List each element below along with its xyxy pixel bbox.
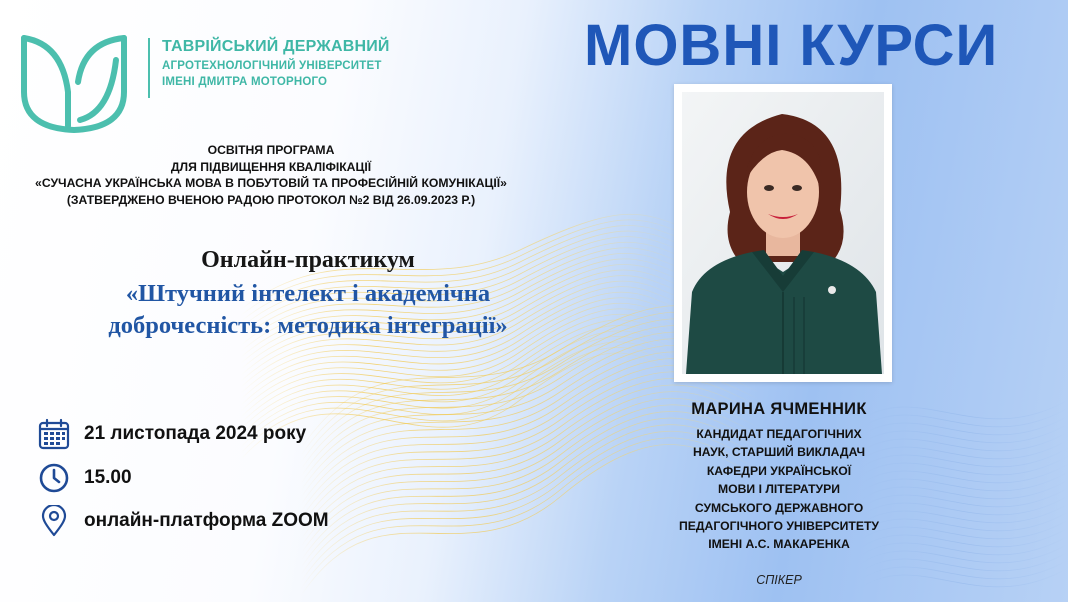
decorative-wave	[860, 552, 1068, 572]
speaker-photo-frame	[674, 84, 892, 382]
university-logo-icon	[18, 30, 130, 134]
program-line4: (ЗАТВЕРДЖЕНО ВЧЕНОЮ РАДОЮ ПРОТОКОЛ №2 ВІД 26.09.2023 Р.)	[66, 192, 476, 207]
speaker-desc-line: НАУК, СТАРШИЙ ВИКЛАДАЧ	[692, 445, 866, 460]
logo-divider	[148, 38, 150, 98]
event-place-row	[38, 505, 329, 537]
practicum-title-line2: доброчесність: методика інтеграції»	[108, 312, 508, 339]
speaker-name: МАРИНА ЯЧМЕННИК	[691, 400, 867, 418]
speaker-desc-line: КАФЕДРИ УКРАЇНСЬКОЇ	[706, 463, 852, 478]
practicum-title	[0, 278, 616, 342]
practicum-type: Онлайн-практикум	[201, 247, 415, 273]
program-description	[0, 142, 542, 208]
speaker-desc-line: КАНДИДАТ ПЕДАГОГІЧНИХ	[696, 427, 862, 441]
speaker-portrait-illustration	[682, 92, 884, 374]
speaker-role: СПІКЕР	[756, 573, 802, 587]
event-time-row	[38, 462, 132, 494]
university-name	[162, 38, 390, 88]
speaker-description	[636, 425, 922, 554]
university-name-line2: АГРОТЕХНОЛОГІЧНИЙ УНІВЕРСИТЕТ	[162, 60, 382, 72]
calendar-icon	[38, 418, 70, 450]
speaker-photo	[682, 92, 884, 374]
practicum-title-block	[0, 247, 616, 342]
decorative-wave	[240, 342, 690, 448]
speaker-desc-line: МОВИ І ЛІТЕРАТУРИ	[717, 482, 841, 497]
decorative-wave	[240, 331, 690, 436]
event-time: 15.00	[84, 467, 132, 488]
speaker-desc-line: ІМЕНІ А.С. МАКАРЕНКА	[708, 537, 850, 552]
speaker-info	[636, 400, 922, 554]
event-place: онлайн-платформа ZOOM	[84, 510, 329, 531]
clock-icon	[38, 462, 70, 494]
event-date-row	[38, 418, 306, 450]
decorative-wave	[240, 336, 690, 442]
practicum-title-line1: «Штучний інтелект і академічна	[125, 280, 491, 307]
program-line1: ОСВІТНЯ ПРОГРАМА	[207, 143, 335, 157]
university-name-line1: ТАВРІЙСЬКИЙ ДЕРЖАВНИЙ	[162, 38, 390, 55]
speaker-desc-line: СУМСЬКОГО ДЕРЖАВНОГО	[694, 500, 864, 515]
program-line3: «СУЧАСНА УКРАЇНСЬКА МОВА В ПОБУТОВІЙ ТА ПРОФЕСІЙНІЙ КОМУНІКАЦІЇ»	[35, 176, 507, 191]
program-line2: ДЛЯ ПІДВИЩЕННЯ КВАЛІФІКАЦІЇ	[170, 159, 372, 174]
event-date: 21 листопада 2024 року	[84, 423, 307, 444]
decorative-wave	[240, 347, 690, 454]
decorative-wave	[240, 353, 690, 460]
university-name-line3: ІМЕНІ ДМИТРА МОТОРНОГО	[162, 76, 328, 88]
speaker-desc-line: ПЕДАГОГІЧНОГО УНІВЕРСИТЕТУ	[678, 519, 880, 534]
location-pin-icon	[38, 505, 70, 537]
headline: МОВНІ КУРСИ	[584, 13, 999, 78]
